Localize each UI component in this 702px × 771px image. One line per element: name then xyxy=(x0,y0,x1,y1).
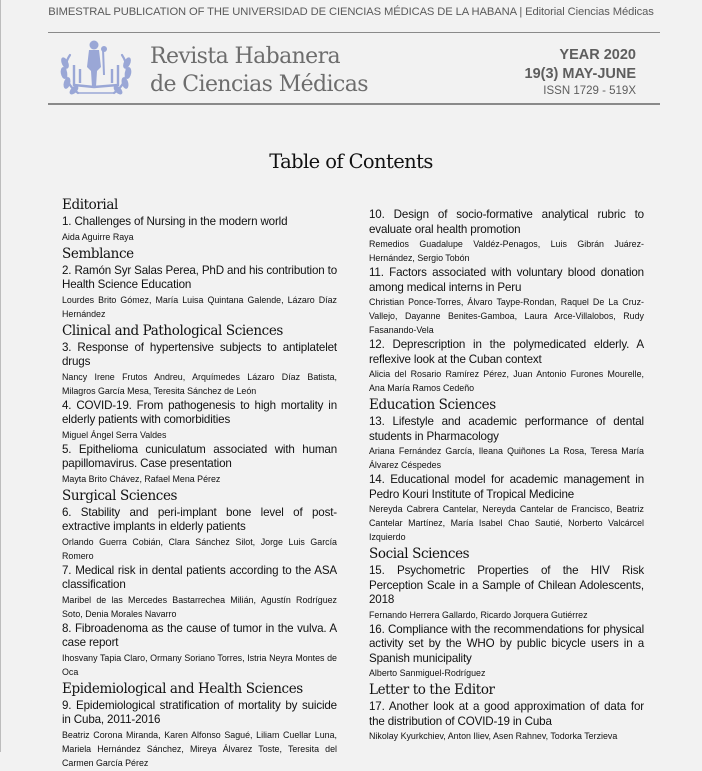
article-authors: Nikolay Kyurkchiev, Anton Iliev, Asen Rahnev, Todorka Terzieva xyxy=(369,731,618,741)
article-title-link[interactable]: 12. Deprescription in the polymedicated elderly. A reflexive look at the Cuban context xyxy=(369,338,644,366)
article-title-link[interactable]: 4. COVID-19. From pathogenesis to high mortality in elderly patients with comorbidities xyxy=(62,398,337,426)
article-title-link[interactable]: 11. Factors associated with voluntary blood donation among medical interns in Peru xyxy=(369,266,644,294)
section-heading: Surgical Sciences xyxy=(62,487,178,504)
article-title-link[interactable]: 10. Design of socio-formative analytical rubric to evaluate oral health promotion xyxy=(369,208,644,236)
article-authors: Alberto Sanmiguel-Rodríguez xyxy=(369,668,486,678)
toc-right-column xyxy=(369,208,644,744)
article-title-link[interactable]: 9. Epidemiological stratification of mortality by suicide in Cuba, 2011-2016 xyxy=(62,698,337,726)
article-title-link[interactable]: 7. Medical risk in dental patients according to the ASA classification xyxy=(62,563,337,591)
article-authors: Lourdes Brito Gómez, María Luisa Quintana Galende, Lázaro Díaz Hernández xyxy=(62,294,337,319)
article-title-link[interactable]: 14. Educational model for academic management in Pedro Kouri Institute of Tropical Medicine xyxy=(369,473,644,501)
issue-volume: 19(3) MAY-JUNE xyxy=(524,66,636,82)
section-heading: Semblance xyxy=(62,245,134,262)
article-authors: Miguel Ángel Serra Valdes xyxy=(62,429,167,440)
article-authors: Nereyda Cabrera Cantelar, Nereyda Cantelar de Francisco, Beatriz Cantelar Martínez, María Isabel Chao Sautié, Norberto Valcárcel Izquierdo xyxy=(369,504,644,542)
toc-left-column xyxy=(62,195,337,771)
issue-info xyxy=(525,46,636,98)
journal-name xyxy=(150,43,368,99)
article-title-link[interactable]: 5. Epithelioma cuniculatum associated with human papillomavirus. Case presentation xyxy=(62,442,337,470)
section-heading: Letter to the Editor xyxy=(369,682,495,698)
header-bottom-rule xyxy=(48,103,660,105)
page-edge xyxy=(0,0,1,752)
section-heading: Epidemiological and Health Sciences xyxy=(62,680,303,697)
article-authors: Nancy Irene Frutos Andreu, Arquímedes Lázaro Díaz Batista, Milagros García Mesa, Teresita Sánchez de León xyxy=(62,371,337,396)
article-authors: Maribel de las Mercedes Bastarrechea Milián, Agustín Rodríguez Soto, Denia Morales Navarro xyxy=(62,594,337,619)
article-authors: Aida Aguirre Raya xyxy=(62,231,134,242)
article-title-link[interactable]: 13. Lifestyle and academic performance of dental students in Pharmacology xyxy=(369,415,644,443)
article-authors: Fernando Herrera Gallardo, Ricardo Jorquera Gutiérrez xyxy=(369,609,588,620)
article-title-link[interactable]: 3. Response of hypertensive subjects to antiplatelet drugs xyxy=(62,340,337,368)
issue-year: YEAR 2020 xyxy=(559,47,636,63)
article-authors: Mayta Brito Chávez, Rafael Mena Pérez xyxy=(62,473,221,484)
article-authors: Ariana Fernández García, Ileana Quiñones La Rosa, Teresa María Álvarez Céspedes xyxy=(369,446,644,470)
section-heading: Clinical and Pathological Sciences xyxy=(62,322,283,339)
article-title-link[interactable]: 1. Challenges of Nursing in the modern world xyxy=(62,215,288,228)
journal-name-line1: Revista Habanera xyxy=(150,44,341,69)
journal-name-line2: de Ciencias Médicas xyxy=(150,72,368,97)
article-authors: Orlando Guerra Cobián, Clara Sánchez Silot, Jorge Luis García Romero xyxy=(62,536,337,561)
article-authors: Remedios Guadalupe Valdéz-Penagos, Luis Gibrán Juárez-Hernández, Sergio Tobón xyxy=(369,239,644,263)
article-title-link[interactable]: 16. Compliance with the recommendations for physical activity set by the WHO by public bicycle users in a Spanish municipality xyxy=(369,622,644,665)
section-heading: Education Sciences xyxy=(369,397,496,413)
journal-emblem-icon xyxy=(56,37,136,101)
header-top-rule xyxy=(48,32,660,33)
article-authors: Ihosvany Tapia Claro, Ormany Soriano Torres, Istria Neyra Montes de Oca xyxy=(62,652,337,677)
section-heading: Social Sciences xyxy=(369,546,470,562)
article-title-link[interactable]: 6. Stability and peri-implant bone level of post-extractive implants in elderly patients xyxy=(62,505,337,533)
issn: ISSN 1729 - 519X xyxy=(543,85,636,97)
article-authors: Christian Ponce-Torres, Álvaro Taype-Rondan, Raquel De La Cruz-Vallejo, Dayanne Benites-Gamboa, Laura Arce-Villalobos, Rudy Fasanando-Vela xyxy=(369,297,644,335)
article-authors: Alicia del Rosario Ramírez Pérez, Juan Antonio Furones Mourelle, Ana María Ramos Cedeño xyxy=(369,369,644,393)
article-title-link[interactable]: 8. Fibroadenoma as the cause of tumor in the vulva. A case report xyxy=(62,621,337,649)
toc-title: Table of Contents xyxy=(269,150,433,173)
article-authors: Beatriz Corona Miranda, Karen Alfonso Sagué, Liliam Cuellar Luna, Mariela Hernández Sánchez, Mireya Álvarez Toste, Teresita del Carmen García Pérez xyxy=(62,729,337,768)
article-title-link[interactable]: 2. Ramón Syr Salas Perea, PhD and his contribution to Health Science Education xyxy=(62,263,337,291)
article-title-link[interactable]: 17. Another look at a good approximation of data for the distribution of COVID-19 in Cuba xyxy=(369,700,644,728)
publication-banner: BIMESTRAL PUBLICATION OF THE UNIVERSIDAD DE CIENCIAS MÉDICAS DE LA HABANA | Editorial Ciencias Médicas xyxy=(48,6,654,18)
section-heading: Editorial xyxy=(62,197,118,213)
article-title-link[interactable]: 15. Psychometric Properties of the HIV Risk Perception Scale in a Sample of Chilean Adolescents, 2018 xyxy=(369,564,644,606)
